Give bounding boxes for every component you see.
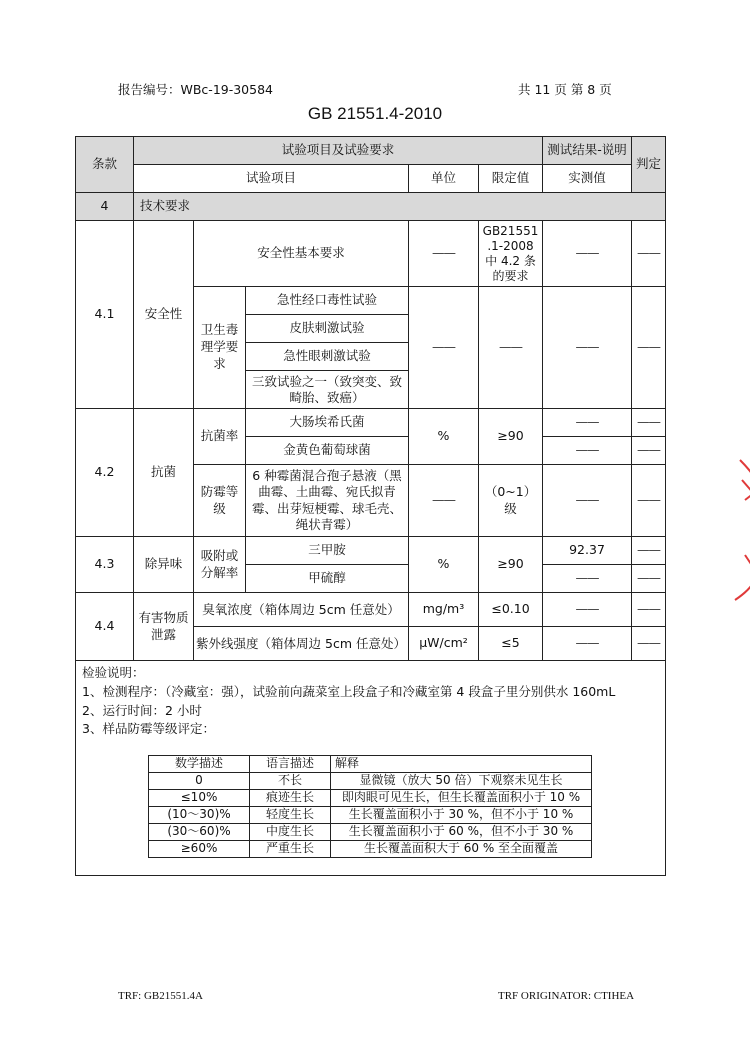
unit-cell: —— xyxy=(409,465,479,537)
notes-line: 1、检测程序：（冷藏室：强），试验前向蔬菜室上段盒子和冷藏室第 4 段盒子里分别供水 160mL xyxy=(82,683,616,699)
measured-cell: —— xyxy=(543,465,632,537)
limit-cell: ≥90 xyxy=(479,409,543,465)
result-description-header: 测试结果-说明 xyxy=(543,137,632,165)
judgement-cell: —— xyxy=(632,593,666,627)
footer-originator: TRF ORIGINATOR: CTIHEA xyxy=(498,990,635,1002)
judgement-cell: —— xyxy=(632,437,666,465)
test-item-cell: 6 种霉菌混合孢子悬液（黑曲霉、土曲霉、宛氏拟青霉、出芽短梗霉、球毛壳、绳状青霉） xyxy=(246,465,409,537)
clause-4-2: 4.2 xyxy=(76,409,134,537)
safety-basic-requirement: 安全性基本要求 xyxy=(194,221,409,287)
clause-4-3: 4.3 xyxy=(76,537,134,593)
measured-cell: —— xyxy=(543,287,632,409)
scale-header: 语言描述 xyxy=(250,756,331,773)
page-info: 共 11 页 第 8 页 xyxy=(518,82,612,97)
scale-cell: ≥60% xyxy=(149,841,250,858)
clause-4-2-name: 抗菌 xyxy=(134,409,194,537)
scale-cell: (10～30)% xyxy=(149,807,250,824)
judgement-cell: —— xyxy=(632,287,666,409)
scale-cell: 显微镜（放大 50 倍）下观察未见生长 xyxy=(331,773,592,790)
adsorption-rate-group: 吸附或分解率 xyxy=(194,537,246,593)
red-seal-stamp-fragment xyxy=(730,450,750,610)
clause-4-1-name: 安全性 xyxy=(134,221,194,409)
section-number: 4 xyxy=(76,193,134,221)
standard-title: GB 21551.4-2010 xyxy=(307,104,443,123)
scale-cell: 不长 xyxy=(250,773,331,790)
clause-header: 条款 xyxy=(76,137,134,193)
footer-trf: TRF: GB21551.4A xyxy=(118,990,203,1002)
test-item-cell: 三甲胺 xyxy=(246,537,409,565)
test-item-header: 试验项目 xyxy=(134,165,409,193)
scale-cell: ≤10% xyxy=(149,790,250,807)
measured-cell: —— xyxy=(543,593,632,627)
test-item-cell: 急性经口毒性试验 xyxy=(246,287,409,315)
measured-cell: —— xyxy=(543,221,632,287)
notes-title: 检验说明： xyxy=(82,665,145,680)
limit-cell: ≥90 xyxy=(479,537,543,593)
measured-cell: —— xyxy=(543,565,632,593)
scale-cell: 0 xyxy=(149,773,250,790)
section-title: 技术要求 xyxy=(134,193,666,221)
unit-cell: —— xyxy=(409,287,479,409)
scale-cell: 轻度生长 xyxy=(250,807,331,824)
measured-cell: —— xyxy=(543,437,632,465)
test-item-cell: 甲硫醇 xyxy=(246,565,409,593)
clause-4-4-name: 有害物质泄露 xyxy=(134,593,194,661)
judgement-cell: —— xyxy=(632,409,666,437)
clause-4-3-name: 除异味 xyxy=(134,537,194,593)
unit-cell: —— xyxy=(409,221,479,287)
ozone-concentration: 臭氧浓度（箱体周边 5cm 任意处） xyxy=(194,593,409,627)
scale-cell: 严重生长 xyxy=(250,841,331,858)
scale-cell: 生长覆盖面积小于 60 %，但不小于 30 % xyxy=(331,824,592,841)
judgement-cell: —— xyxy=(632,565,666,593)
uv-intensity: 紫外线强度（箱体周边 5cm 任意处） xyxy=(194,627,409,661)
judgement-header: 判定 xyxy=(632,137,666,193)
clause-4-1: 4.1 xyxy=(76,221,134,409)
limit-cell: （0~1）级 xyxy=(479,465,543,537)
mould-grade-scale-table xyxy=(148,755,592,858)
limit-cell: GB21551 .1-2008 中 4.2 条 的要求 xyxy=(479,221,543,287)
judgement-cell: —— xyxy=(632,537,666,565)
limit-cell: ≤0.10 xyxy=(479,593,543,627)
test-item-cell: 大肠埃希氏菌 xyxy=(246,409,409,437)
measured-cell: —— xyxy=(543,409,632,437)
inspection-notes xyxy=(76,661,666,876)
test-item-cell: 急性眼刺激试验 xyxy=(246,343,409,371)
scale-cell: 生长覆盖面积小于 30 %，但不小于 10 % xyxy=(331,807,592,824)
unit-cell: mg/m³ xyxy=(409,593,479,627)
report-number: 报告编号：WBc-19-30584 xyxy=(118,82,273,97)
unit-cell: μW/cm² xyxy=(409,627,479,661)
measured-header: 实测值 xyxy=(543,165,632,193)
scale-header: 解释 xyxy=(331,756,592,773)
unit-header: 单位 xyxy=(409,165,479,193)
limit-header: 限定值 xyxy=(479,165,543,193)
judgement-cell: —— xyxy=(632,627,666,661)
test-item-cell: 金黄色葡萄球菌 xyxy=(246,437,409,465)
judgement-cell: —— xyxy=(632,465,666,537)
scale-cell: 生长覆盖面积大于 60 % 至全面覆盖 xyxy=(331,841,592,858)
scale-header: 数学描述 xyxy=(149,756,250,773)
mould-resistance-group: 防霉等级 xyxy=(194,465,246,537)
test-item-cell: 三致试验之一（致突变、致畸胎、致癌） xyxy=(246,371,409,409)
scale-cell: 痕迹生长 xyxy=(250,790,331,807)
test-item-cell: 皮肤刺激试验 xyxy=(246,315,409,343)
measured-cell: —— xyxy=(543,627,632,661)
measured-cell: 92.37 xyxy=(543,537,632,565)
clause-4-4: 4.4 xyxy=(76,593,134,661)
scale-cell: 即肉眼可见生长，但生长覆盖面积小于 10 % xyxy=(331,790,592,807)
scale-cell: 中度生长 xyxy=(250,824,331,841)
limit-cell: —— xyxy=(479,287,543,409)
notes-line: 3、样品防霉等级评定： xyxy=(82,721,215,737)
antibacterial-rate-group: 抗菌率 xyxy=(194,409,246,465)
test-results-table xyxy=(75,136,666,876)
hygiene-toxicology-group: 卫生毒理学要求 xyxy=(194,287,246,409)
unit-cell: % xyxy=(409,537,479,593)
notes-line: 2、运行时间：2 小时 xyxy=(82,702,202,718)
scale-cell: (30～60)% xyxy=(149,824,250,841)
judgement-cell: —— xyxy=(632,221,666,287)
unit-cell: % xyxy=(409,409,479,465)
limit-cell: ≤5 xyxy=(479,627,543,661)
test-items-requirements-header: 试验项目及试验要求 xyxy=(134,137,543,165)
